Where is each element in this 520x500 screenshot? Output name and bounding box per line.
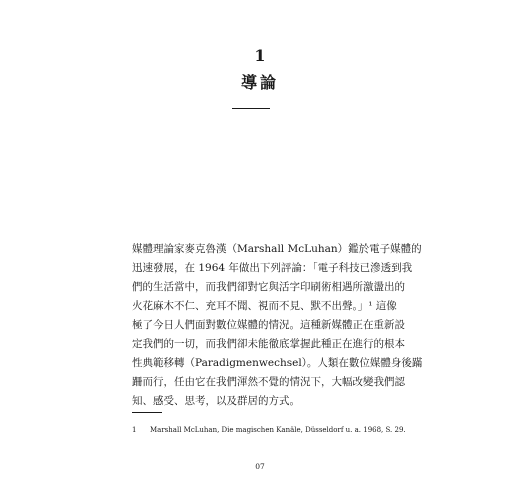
paragraph-line: 極了今日人們面對數位媒體的情況。這種新媒體正在重新設 — [132, 319, 405, 331]
paragraph-line: 們的生活當中，而我們卻對它與活字印刷術相遇所激盪出的 — [132, 281, 405, 293]
paragraph-line: 迅速發展，在 1964 年做出下列評論：「電子科技已滲透到我 — [132, 262, 413, 274]
paragraph-line: 媒體理論家麥克魯漢（Marshall McLuhan）鑑於電子媒體的 — [132, 243, 422, 255]
paragraph-line: 知、感受、思考，以及群居的方式。 — [132, 395, 300, 407]
title-divider — [232, 108, 270, 109]
footnote — [132, 426, 412, 434]
chapter-number: 1 — [254, 46, 266, 65]
footnote-number: 1 — [132, 426, 137, 434]
paragraph-line: 定我們的一切，而我們卻未能徹底掌握此種正在進行的根本 — [132, 338, 405, 350]
chapter-title: 導論 — [240, 73, 279, 92]
footnote-divider — [132, 412, 162, 413]
body-paragraph — [132, 240, 423, 411]
paragraph-line: 火花麻木不仁、充耳不聞、視而不見、默不出聲。」¹ 這像 — [132, 300, 397, 312]
paragraph-line: 跚而行，任由它在我們渾然不覺的情況下，大幅改變我們認 — [132, 376, 405, 388]
page-number: 07 — [255, 462, 265, 471]
footnote-text: Marshall McLuhan, Die magischen Kanäle, Düsseldorf u. a. 1968, S. 29. — [150, 426, 406, 434]
paragraph-line: 性典範移轉（Paradigmenwechsel）。人類在數位媒體身後蹣 — [132, 357, 423, 369]
